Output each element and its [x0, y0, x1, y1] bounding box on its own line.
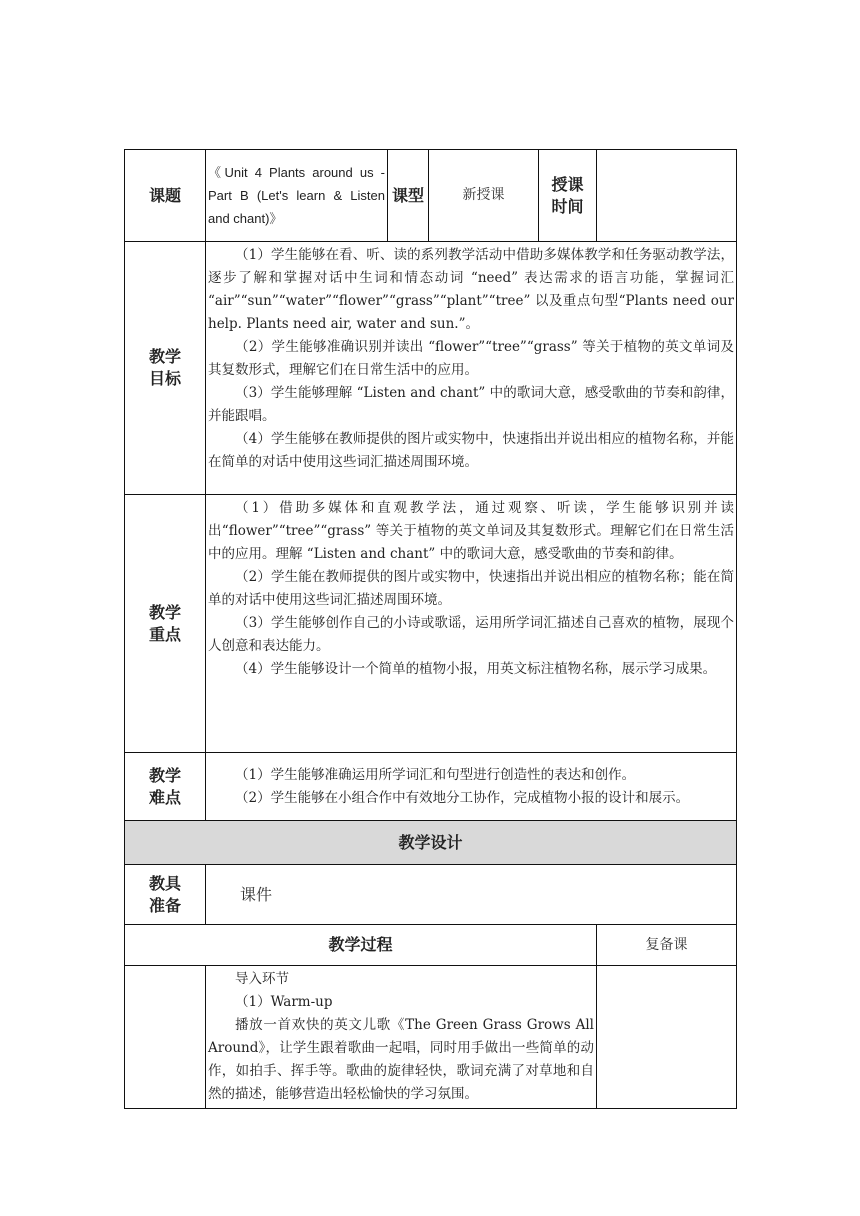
process-title: 教学过程	[125, 925, 597, 966]
type-value: 新授课	[429, 150, 539, 242]
objective-paragraph: （1）学生能够在看、听、读的系列教学活动中借助多媒体教学和任务驱动教学法，逐步了解和掌握对话中生词和情态动词 “need” 表达需求的语言功能，掌握词汇 “air”“sun”“water”“flower”“grass”“plant”“tree” 以及重点句型“Plants need our help. Plants need air, water and sun.”。	[208, 247, 734, 332]
key-point-paragraph: （4）学生能够设计一个简单的植物小报，用英文标注植物名称，展示学习成果。	[235, 661, 717, 677]
subject-value: 《Unit 4 Plants around us - Part B (Let's learn & Listen and chant)》	[206, 150, 388, 242]
difficulties-label: 教学难点	[125, 753, 206, 821]
type-label: 课型	[388, 150, 429, 242]
process-left-cell	[125, 966, 206, 1109]
lesson-plan-sheet	[124, 149, 736, 1109]
key-point-paragraph: （3）学生能够创作自己的小诗或歌谣，运用所学词汇描述自己喜欢的植物，展现个人创意和表达能力。	[208, 615, 734, 654]
objective-paragraph: （3）学生能够理解 “Listen and chant” 中的歌词大意，感受歌曲的节奏和韵律，并能跟唱。	[208, 385, 734, 424]
lesson-plan-table	[124, 149, 737, 1109]
review-cell	[597, 966, 737, 1109]
objective-paragraph: （2）学生能够准确识别并读出 “flower”“tree”“grass” 等关于植物的英文单词及其复数形式，理解它们在日常生活中的应用。	[208, 339, 734, 378]
difficulty-paragraph: （1）学生能够准确运用所学词汇和句型进行创造性的表达和创作。	[235, 766, 636, 783]
process-header-row	[125, 925, 737, 966]
key-point-paragraph: （1）借助多媒体和直观教学法，通过观察、听读，学生能够识别并读出“flower”“tree”“grass” 等关于植物的英文单词及其复数形式。理解它们在日常生活中的应用。理解 “Listen and chant” 中的歌词大意，感受歌曲的节奏和韵律。	[208, 500, 734, 562]
difficulty-paragraph: （2）学生能够在小组合作中有效地分工协作，完成植物小报的设计和展示。	[235, 789, 690, 806]
process-line: （1）Warm-up	[235, 994, 333, 1010]
time-label: 授课时间	[539, 150, 597, 242]
review-label: 复备课	[597, 925, 737, 966]
key-points-row	[125, 495, 737, 753]
difficulties-content	[206, 753, 737, 821]
objective-paragraph: （4）学生能够在教师提供的图片或实物中，快速指出并说出相应的植物名称，并能在简单的对话中使用这些词汇描述周围环境。	[208, 431, 734, 470]
key-points-content	[206, 495, 737, 753]
objectives-row	[125, 242, 737, 495]
tools-row	[125, 865, 737, 925]
subject-label: 课题	[125, 150, 206, 242]
process-content	[206, 966, 597, 1109]
design-title: 教学设计	[125, 821, 737, 865]
objectives-label: 教学目标	[125, 242, 206, 495]
process-content-row	[125, 966, 737, 1109]
objectives-content	[206, 242, 737, 495]
process-line: 导入环节	[235, 971, 289, 987]
process-line: 播放一首欢快的英文儿歌《The Green Grass Grows All Around》，让学生跟着歌曲一起唱，同时用手做出一些简单的动作，如拍手、挥手等。歌曲的旋律轻快，歌词充满了对草地和自然的描述，能够营造出轻松愉快的学习氛围。	[208, 1017, 594, 1102]
tools-value: 课件	[206, 865, 737, 925]
design-title-row	[125, 821, 737, 865]
difficulties-row	[125, 753, 737, 821]
time-value	[597, 150, 737, 242]
key-points-label: 教学重点	[125, 495, 206, 753]
key-point-paragraph: （2）学生能在教师提供的图片或实物中，快速指出并说出相应的植物名称；能在简单的对话中使用这些词汇描述周围环境。	[208, 569, 734, 608]
tools-label: 教具准备	[125, 865, 206, 925]
header-row	[125, 150, 737, 242]
